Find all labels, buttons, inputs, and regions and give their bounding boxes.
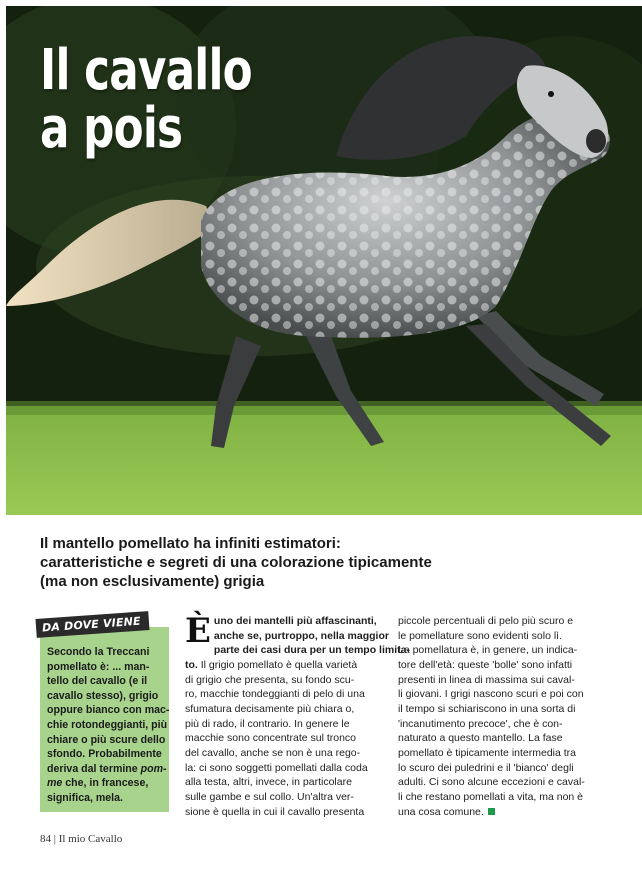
sidebar-line: sfondo. Probabilmente [47,748,162,761]
title-line-1: Il cavallo [40,38,252,103]
body-line: sione è quella in cui il cavallo presenta [185,805,365,818]
body-line: tore dell'età: queste 'bolle' sono infatti [398,658,573,671]
title-line-2: a pois [40,96,183,161]
sidebar-line: chie rotondeggianti, più [47,718,168,731]
page-footer: 84 | Il mio Cavallo [40,833,123,845]
subtitle-line: Il mantello pomellato ha infiniti estimatori: [40,535,341,552]
sidebar-line: significa, mela. [47,791,123,804]
sidebar-line: cavallo stesso), grigio [47,689,159,702]
end-of-article-icon [488,808,495,815]
page-title [40,38,252,161]
article-subtitle [40,534,600,591]
body-line: ro, macchie tondeggianti di pelo di una [185,688,365,701]
sidebar-line-text: che, in francese, [62,777,149,790]
body-line: alla testa, altri, invece, in particolare [185,776,352,789]
body-line: sfumatura decisamente più chiara o, [185,702,355,715]
body-line [185,658,387,673]
sidebar-line: chiare o più scure dello [47,733,166,746]
body-bold-fragment: to. [185,658,198,671]
body-line: più di rado, il contrario. In genere le [185,717,350,730]
body-line: anche se, purtroppo, nella maggior [213,629,389,642]
body-line: sulle gambe e sul collo. Un'altra ver- [185,790,354,803]
body-line: adulti. Ci sono alcune eccezioni e caval- [398,776,585,789]
sidebar-line [47,762,165,777]
body-line: macchie sono concentrate sul tronco [185,732,357,745]
body-line: li giovani. I grigi nascono scuri e poi con [398,688,584,701]
sidebar-line: Secondo la Treccani [47,646,150,658]
body-line: la: ci sono soggetti pomellati dalla coda [185,761,368,774]
body-line: piccole percentuali di pelo più scuro e [398,615,574,627]
body-line: uno dei mantelli più affascinanti, [213,615,377,627]
sidebar-line [47,776,165,791]
body-line: lo scuro dei puledrini e il 'bianco' degli [398,761,574,774]
body-column-1 [185,611,410,819]
subtitle-line: caratteristiche e segreti di una colorazione tipicamente [40,554,432,571]
sidebar-box [40,614,170,812]
body-column-2 [398,614,603,819]
body-line: presenti in linea di massima sui caval- [398,673,575,686]
sidebar-line: tello del cavallo (e il [47,675,148,688]
hero-photo [6,6,642,515]
body-line: La pomellatura è, in genere, un indica- [398,644,578,657]
sidebar-line-text: deriva dal termine [47,762,141,775]
sidebar-line: pomellato è: ... man- [47,660,150,673]
body-line: del cavallo, anche se non è una rego- [185,746,361,759]
body-line: il tempo si schiariscono in una sorta di [398,702,576,715]
body-line [398,805,603,820]
subtitle-line: (ma non esclusivamente) grigia [40,573,265,590]
sidebar-tag: DA DOVE VIENE [35,611,149,638]
body-line: le pomellature sono evidenti solo lì. [398,629,563,642]
body-line: naturato a questo mantello. La fase [398,732,563,745]
body-line: parte dei casi dura per un tempo limita- [213,644,410,657]
sidebar-italic-word: me [47,777,63,790]
body-line: li che restano pomellati a vita, ma non è [398,790,584,803]
body-fragment: una cosa comune. [398,805,484,818]
body-line: di grigio che presenta, su fondo scu- [185,673,355,686]
body-line: 'incanutimento precoce', che è con- [398,717,563,730]
body-fragment: Il grigio pomellato è quella varietà [197,658,358,671]
sidebar-italic-word: pom- [140,762,167,775]
sidebar-line: oppure bianco con mac- [47,704,170,717]
drop-cap: È [185,611,211,651]
sidebar-text [47,645,170,806]
body-line: pomellato è tipicamente intermedia tra [398,746,577,759]
